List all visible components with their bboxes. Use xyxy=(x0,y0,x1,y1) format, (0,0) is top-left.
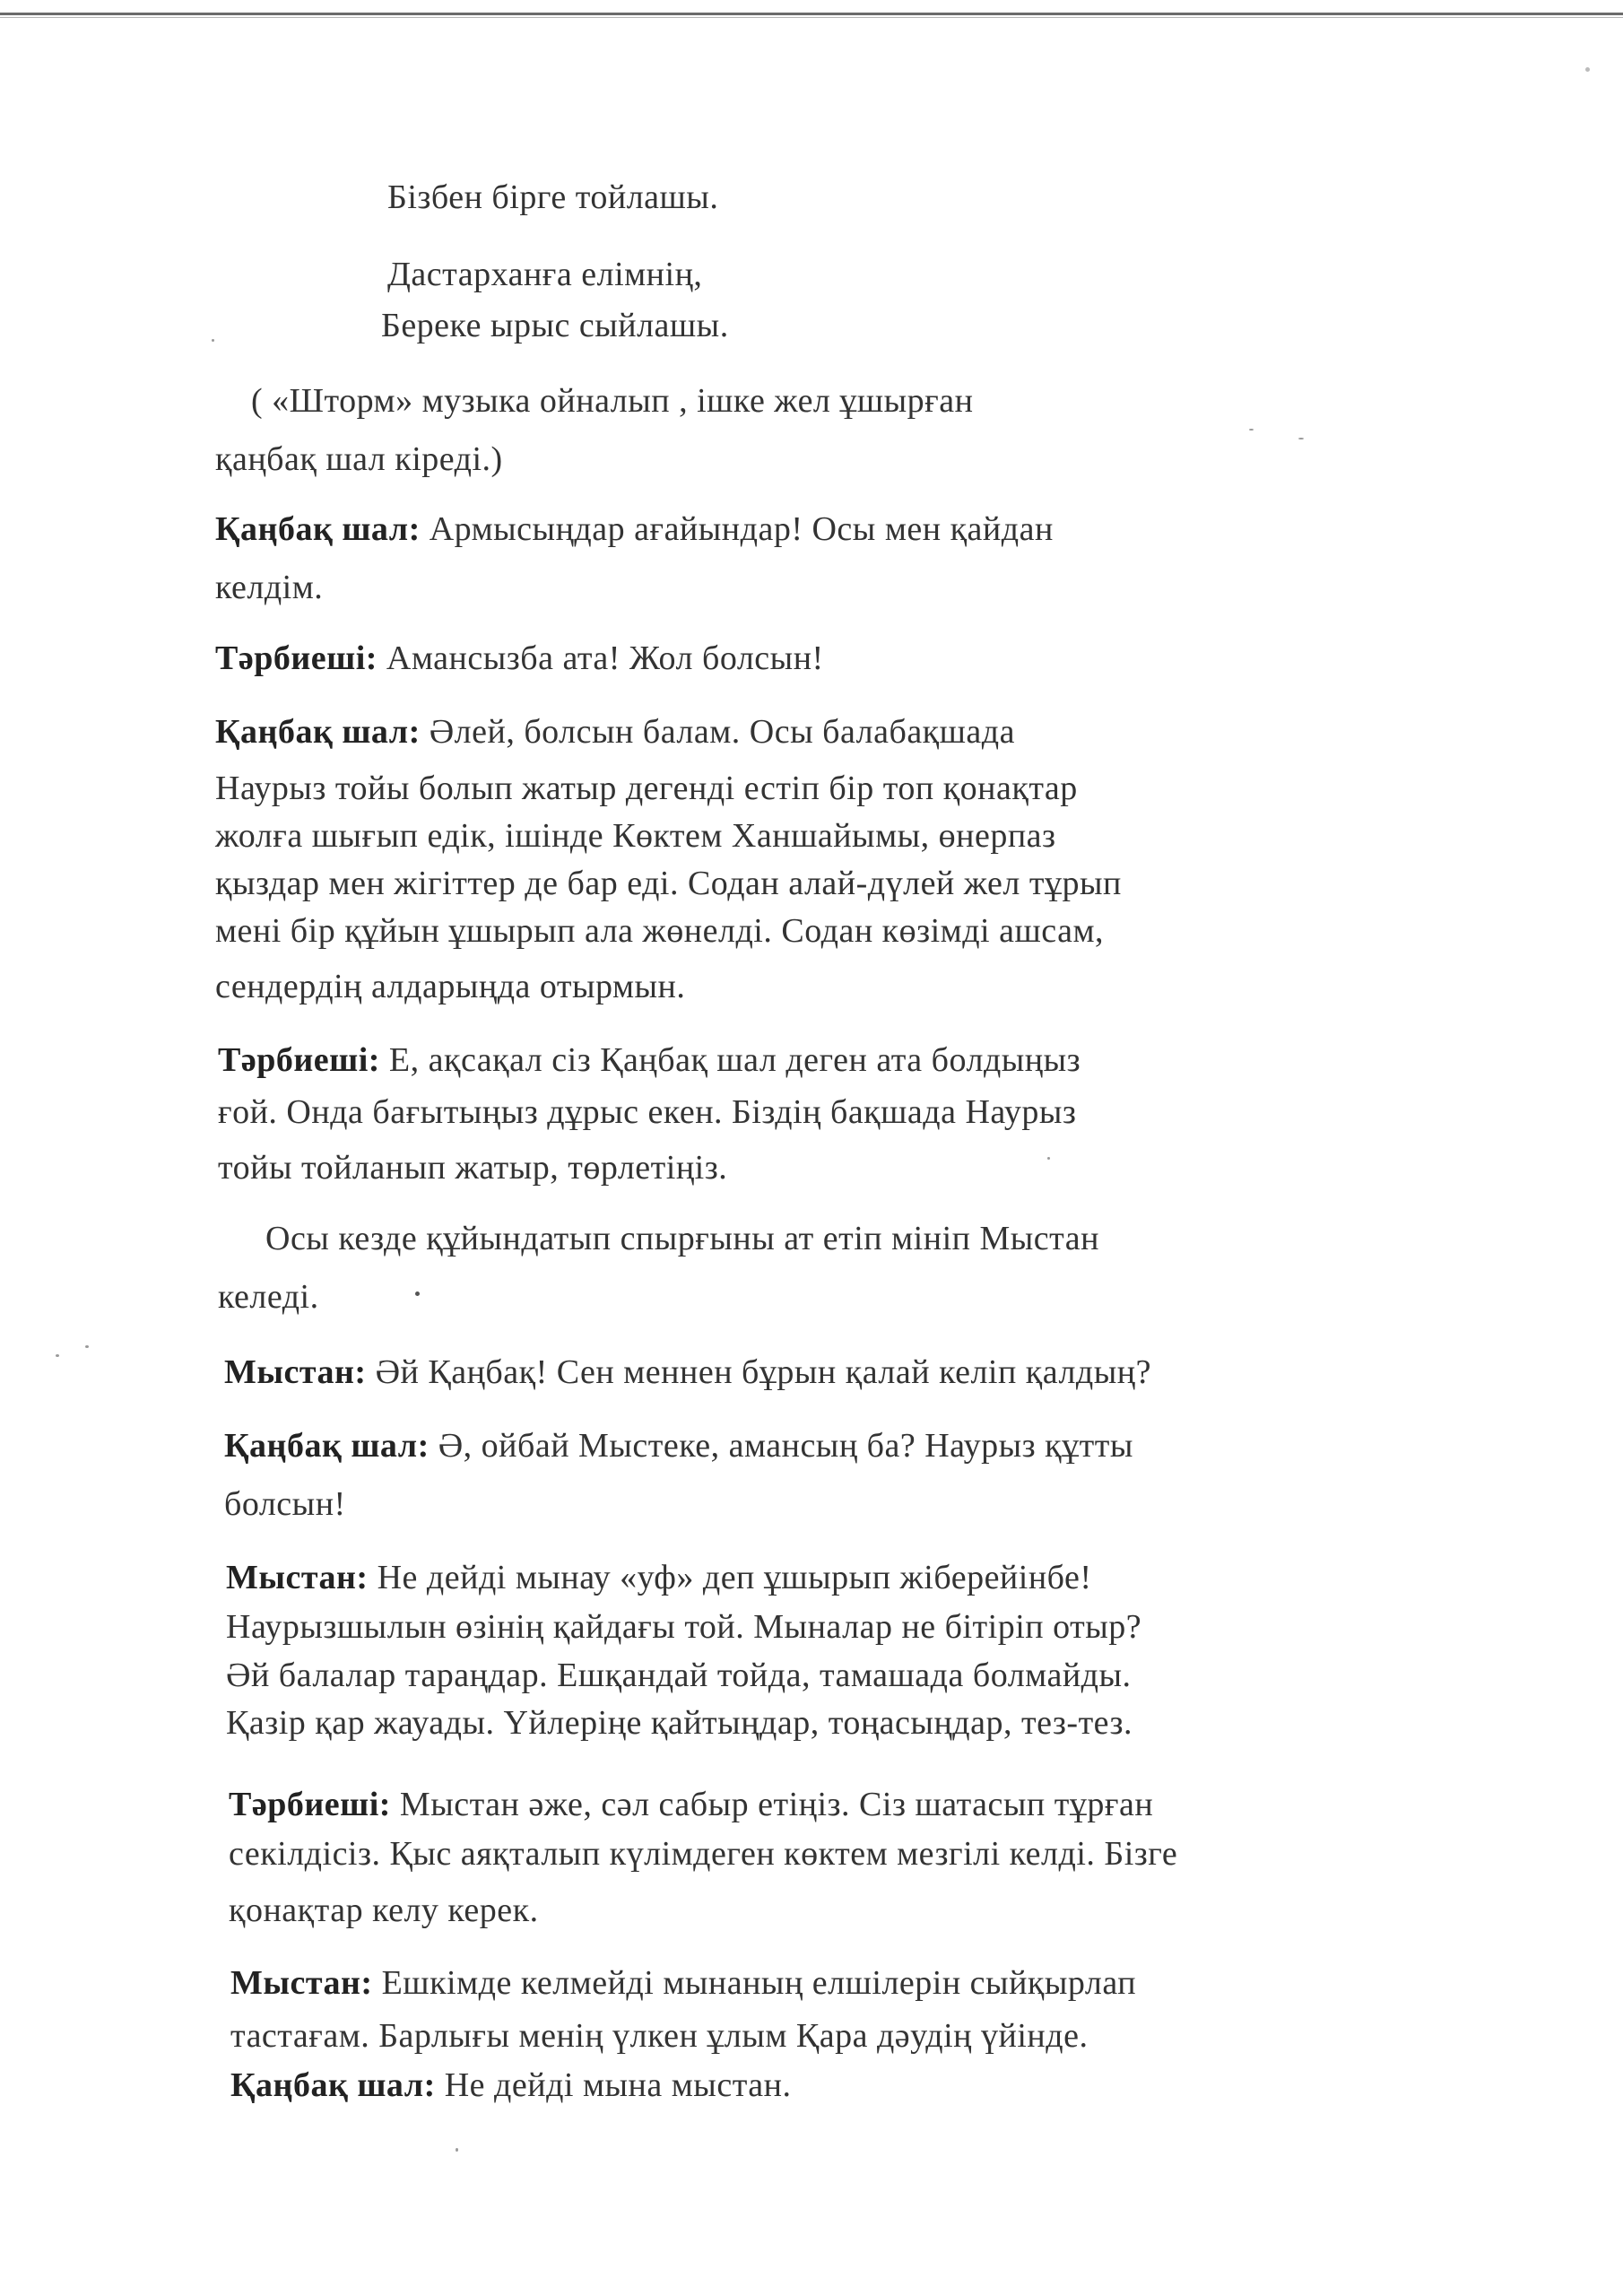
replica-10-line-1 xyxy=(230,2068,791,2102)
scan-top-edge-shadow xyxy=(0,17,1623,18)
scan-speck xyxy=(1298,438,1304,439)
replica-7-line-3: Әй балалар тараңдар. Ешқандай тойда, тамашада болмайды. xyxy=(226,1657,1132,1694)
replica-2-line-1 xyxy=(215,641,824,675)
scan-speck xyxy=(85,1345,89,1348)
replica-1-line-2: келдім. xyxy=(215,569,324,606)
poem-line-2: Дастарханға елімнің, xyxy=(387,256,703,293)
replica-8-line-1 xyxy=(229,1787,1153,1822)
replica-8-line-3: қонақтар келу керек. xyxy=(229,1892,539,1929)
speaker-tarbieshi: Тәрбиеші: xyxy=(215,639,378,677)
poem-line-3: Береке ырыс сыйлашы. xyxy=(381,307,729,344)
replica-7-text: Не дейді мынау «уф» деп ұшырып жіберейінбе! xyxy=(377,1559,1092,1596)
replica-5-line-1 xyxy=(224,1355,1151,1389)
replica-5-text: Әй Қаңбақ! Сен меннен бұрын қалай келіп қалдың? xyxy=(375,1353,1151,1391)
speaker-mystan: Мыстан: xyxy=(224,1353,367,1391)
replica-7-line-4: Қазір қар жауады. Үйлеріңе қайтыңдар, тоңасыңдар, тез-тез. xyxy=(226,1704,1133,1742)
scan-speck xyxy=(1249,429,1254,430)
scan-speck xyxy=(56,1354,59,1357)
replica-6-text: Ә, ойбай Мыстеке, амансың ба? Наурыз құтты xyxy=(438,1427,1133,1465)
replica-2-text: Амансызба ата! Жол болсын! xyxy=(386,639,824,677)
speaker-kanbak-shal: Қаңбақ шал: xyxy=(224,1427,430,1465)
replica-1-text: Армысыңдар ағайындар! Осы мен қайдан xyxy=(429,510,1054,548)
speaker-kanbak-shal: Қаңбақ шал: xyxy=(215,713,421,751)
replica-1-line-1 xyxy=(215,512,1054,546)
scan-speck xyxy=(1047,1157,1050,1160)
speaker-mystan: Мыстан: xyxy=(226,1559,369,1596)
poem-line-1: Бізбен бірге тойлашы. xyxy=(387,178,719,216)
replica-6-line-2: болсын! xyxy=(224,1485,346,1523)
speaker-kanbak-shal-alt: Қаңбақ шал: xyxy=(230,2066,436,2104)
replica-8-text: Мыстан әже, сәл сабыр етіңіз. Сіз шатасып тұрған xyxy=(399,1786,1154,1823)
speaker-kanbak-shal: Қаңбақ шал: xyxy=(215,510,421,548)
stage-direction-1-line-1: ( «Шторм» музыка ойналып , ішке жел ұшырған xyxy=(251,382,974,420)
replica-9-text: Ешкімде келмейді мынаның елшілерін сыйқырлап xyxy=(381,1964,1137,2002)
replica-3-line-1 xyxy=(215,715,1015,749)
replica-7-line-1 xyxy=(226,1561,1092,1595)
scan-speck xyxy=(415,1292,420,1296)
scan-speck xyxy=(212,339,214,342)
replica-4-text: Е, ақсақал сіз Қаңбақ шал деген ата болдыңыз xyxy=(388,1041,1081,1079)
speaker-tarbieshi: Тәрбиеші: xyxy=(218,1041,380,1079)
replica-3-line-5: мені бір құйын ұшырып ала жөнелді. Содан көзімді ашсам, xyxy=(215,912,1104,950)
replica-9-line-1 xyxy=(230,1966,1136,2000)
replica-4-line-1 xyxy=(218,1043,1081,1077)
scan-speck xyxy=(456,2148,458,2152)
scan-speck xyxy=(1585,67,1590,72)
stage-direction-1-line-2: қаңбақ шал кіреді.) xyxy=(215,440,503,478)
replica-4-line-2: ғой. Онда бағытыңыз дұрыс екен. Біздің бақшада Наурыз xyxy=(218,1093,1077,1131)
replica-7-line-2: Наурызшылын өзінің қайдағы той. Мыналар не бітіріп отыр? xyxy=(226,1608,1142,1646)
replica-10-text: Не дейді мына мыстан. xyxy=(444,2066,792,2104)
replica-3-line-2: Наурыз тойы болып жатыр дегенді естіп бір топ қонақтар xyxy=(215,770,1078,807)
replica-3-line-4: қыздар мен жігіттер де бар еді. Содан алай-дүлей жел тұрып xyxy=(215,865,1122,902)
replica-6-line-1 xyxy=(224,1429,1133,1463)
speaker-mystan: Мыстан: xyxy=(230,1964,373,2002)
replica-8-line-2: секілдісіз. Қыс аяқталып күлімдеген көктем мезгілі келді. Бізге xyxy=(229,1835,1178,1873)
scan-top-edge xyxy=(0,13,1623,15)
replica-3-text: Әлей, болсын балам. Осы балабақшада xyxy=(429,713,1015,751)
replica-3-line-6: сендердің алдарыңда отырмын. xyxy=(215,968,686,1005)
stage-direction-2-line-2: келеді. xyxy=(218,1278,319,1316)
replica-4-line-3: тойы тойланып жатыр, төрлетіңіз. xyxy=(218,1149,728,1187)
replica-9-line-2: тастағам. Барлығы менің үлкен ұлым Қара дәудің үйінде. xyxy=(230,2017,1089,2055)
replica-3-line-3: жолға шығып едік, ішінде Көктем Ханшайымы, өнерпаз xyxy=(215,817,1056,855)
speaker-tarbieshi: Тәрбиеші: xyxy=(229,1786,391,1823)
stage-direction-2-line-1: Осы кезде құйындатып спырғыны ат етіп мініп Мыстан xyxy=(265,1220,1099,1257)
